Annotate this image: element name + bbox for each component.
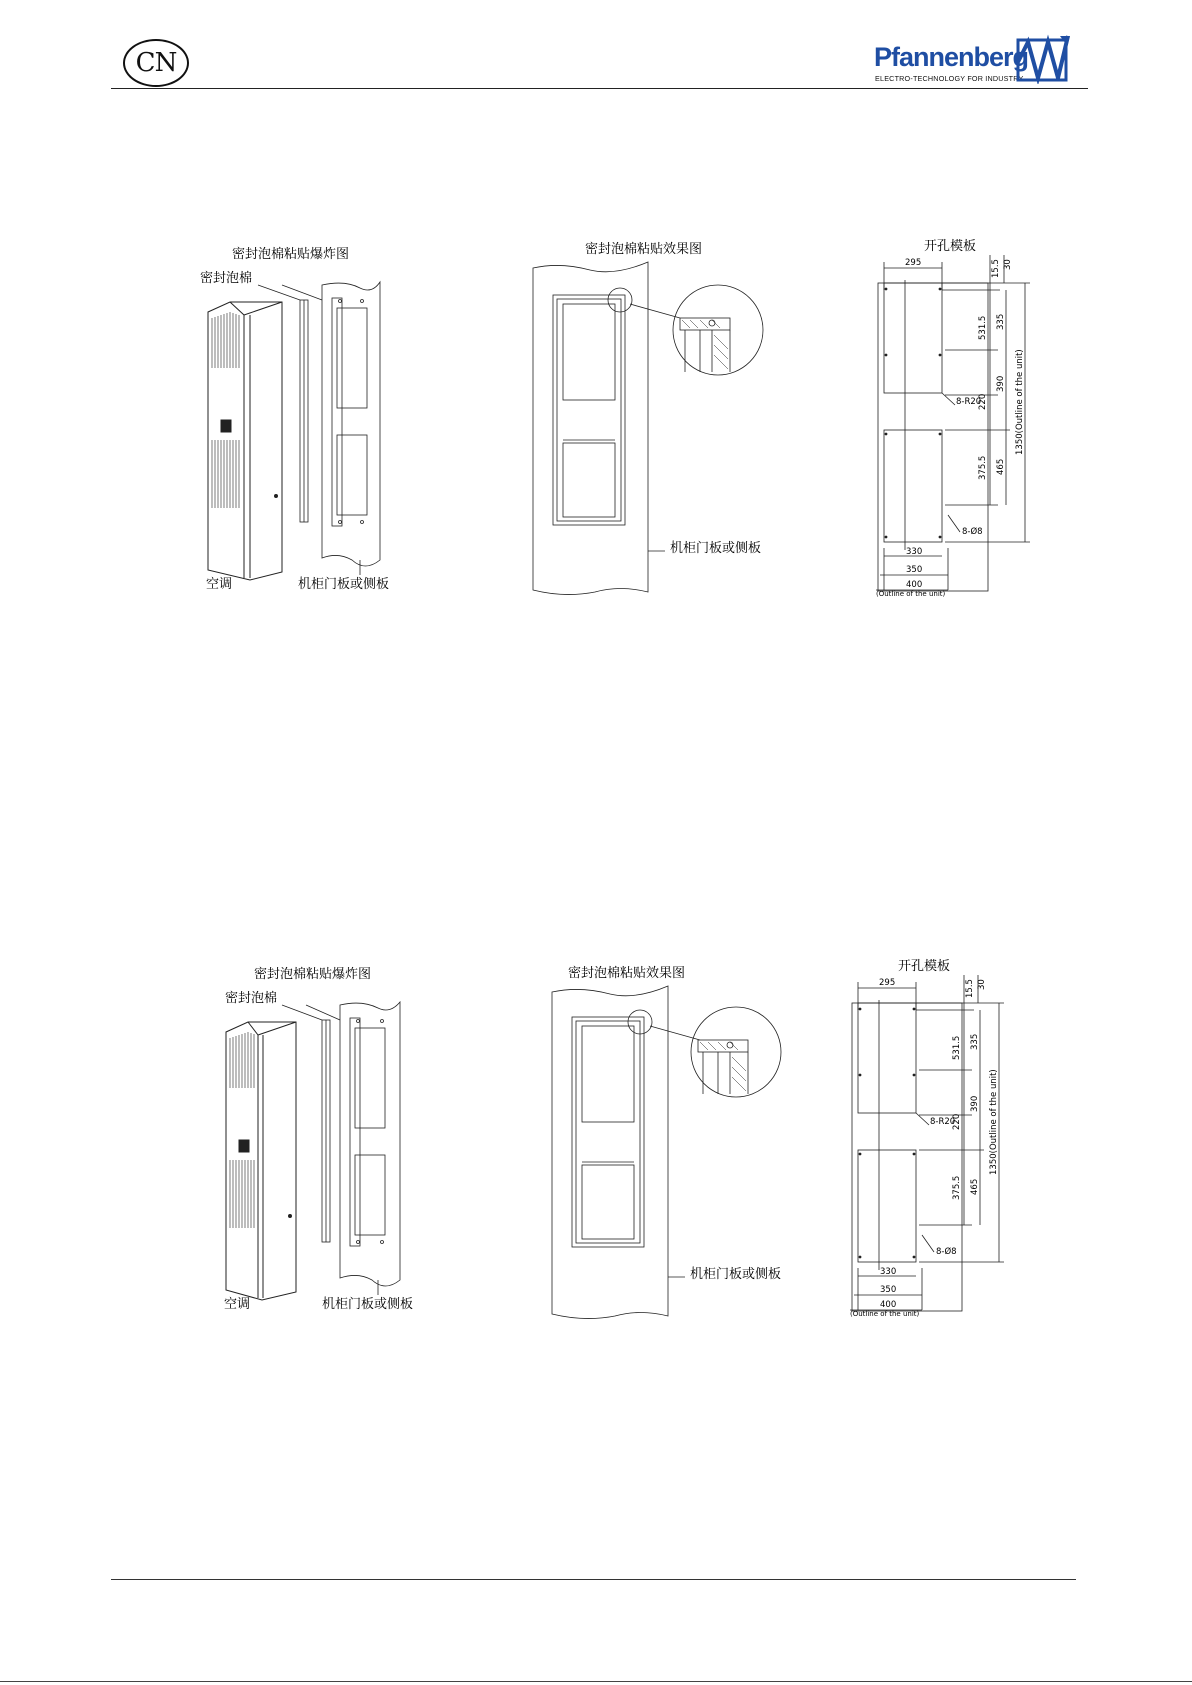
dim-350: 350	[906, 565, 923, 575]
dim-400: 400	[906, 580, 923, 590]
exploded-view	[224, 966, 413, 1312]
logo-wordmark: Pfannenberg	[874, 42, 1029, 72]
dim-465: 465	[996, 458, 1006, 475]
effect-view	[552, 965, 781, 1319]
dim-1350: 1350(Outline of the unit)	[989, 1069, 999, 1175]
effect-panel	[552, 986, 700, 1319]
header-rule	[111, 88, 1088, 89]
dim-375-5: 375.5	[952, 1175, 962, 1200]
cutout-template	[850, 958, 1004, 1318]
template-title: 开孔模板	[924, 239, 977, 254]
dim-220: 220	[978, 393, 988, 410]
template-title: 开孔模板	[898, 959, 951, 974]
dim-30: 30	[977, 979, 987, 990]
exploded-view	[200, 246, 389, 592]
dim-295: 295	[879, 978, 896, 988]
air-conditioner-unit	[208, 302, 282, 580]
foam-label: 密封泡棉	[200, 271, 253, 286]
dim-220: 220	[952, 1113, 962, 1130]
dim-531-5: 531.5	[952, 1035, 962, 1060]
foam-label: 密封泡棉	[225, 991, 278, 1006]
effect-panel-label: 机柜门板或侧板	[690, 1267, 782, 1282]
pfannenberg-logo	[874, 34, 1084, 90]
dim-335: 335	[970, 1033, 980, 1050]
cn-badge	[123, 39, 189, 87]
dim-330: 330	[880, 1267, 897, 1277]
effect-title: 密封泡棉粘贴效果图	[585, 242, 703, 257]
dim-390: 390	[996, 375, 1006, 392]
dim-hole: 8-Ø8	[936, 1247, 957, 1257]
panel-label: 机柜门板或侧板	[298, 577, 390, 592]
dim-390: 390	[970, 1095, 980, 1112]
dim-outline: (Outline of the unit)	[850, 1310, 920, 1318]
cn-badge-text: CN	[135, 48, 177, 78]
effect-view	[533, 241, 763, 595]
dim-350: 350	[880, 1285, 897, 1295]
cabinet-panel	[340, 1002, 400, 1295]
page-bottom-rule	[0, 1681, 1192, 1682]
dim-400: 400	[880, 1300, 897, 1310]
effect-panel	[533, 262, 680, 595]
ac-label: 空调	[224, 1297, 251, 1312]
dim-r20: 8-R20	[930, 1117, 956, 1127]
dim-330: 330	[906, 547, 923, 557]
dim-hole: 8-Ø8	[962, 527, 983, 537]
footer-rule	[111, 1579, 1076, 1580]
effect-title: 密封泡棉粘贴效果图	[568, 966, 686, 981]
effect-detail-magnifier	[691, 1007, 781, 1097]
figure-set-1	[0, 225, 1192, 645]
air-conditioner-unit	[226, 1022, 296, 1300]
dim-335: 335	[996, 313, 1006, 330]
dim-295: 295	[905, 258, 922, 268]
dim-outline: (Outline of the unit)	[876, 590, 946, 598]
dim-465: 465	[970, 1178, 980, 1195]
ac-label: 空调	[206, 577, 233, 592]
dim-531-5: 531.5	[978, 315, 988, 340]
logo-tagline: ELECTRO-TECHNOLOGY FOR INDUSTRY	[875, 74, 1024, 83]
figure-set-2	[0, 945, 1192, 1365]
cabinet-panel	[322, 282, 380, 575]
dim-1350: 1350(Outline of the unit)	[1015, 349, 1025, 455]
dim-375-5: 375.5	[978, 455, 988, 480]
cutout-template	[876, 238, 1030, 598]
panel-label: 机柜门板或侧板	[322, 1297, 414, 1312]
dim-15-5: 15.5	[965, 979, 975, 998]
dim-15-5: 15.5	[991, 259, 1001, 278]
dim-30: 30	[1003, 259, 1013, 270]
exploded-title: 密封泡棉粘贴爆炸图	[232, 247, 350, 262]
effect-panel-label: 机柜门板或侧板	[670, 541, 762, 556]
dim-r20: 8-R20	[956, 397, 982, 407]
logo-wave-icon	[1014, 34, 1070, 84]
exploded-title: 密封泡棉粘贴爆炸图	[254, 967, 372, 982]
effect-detail-magnifier	[673, 285, 763, 375]
foam-strip	[322, 1020, 330, 1242]
foam-strip	[300, 300, 308, 522]
